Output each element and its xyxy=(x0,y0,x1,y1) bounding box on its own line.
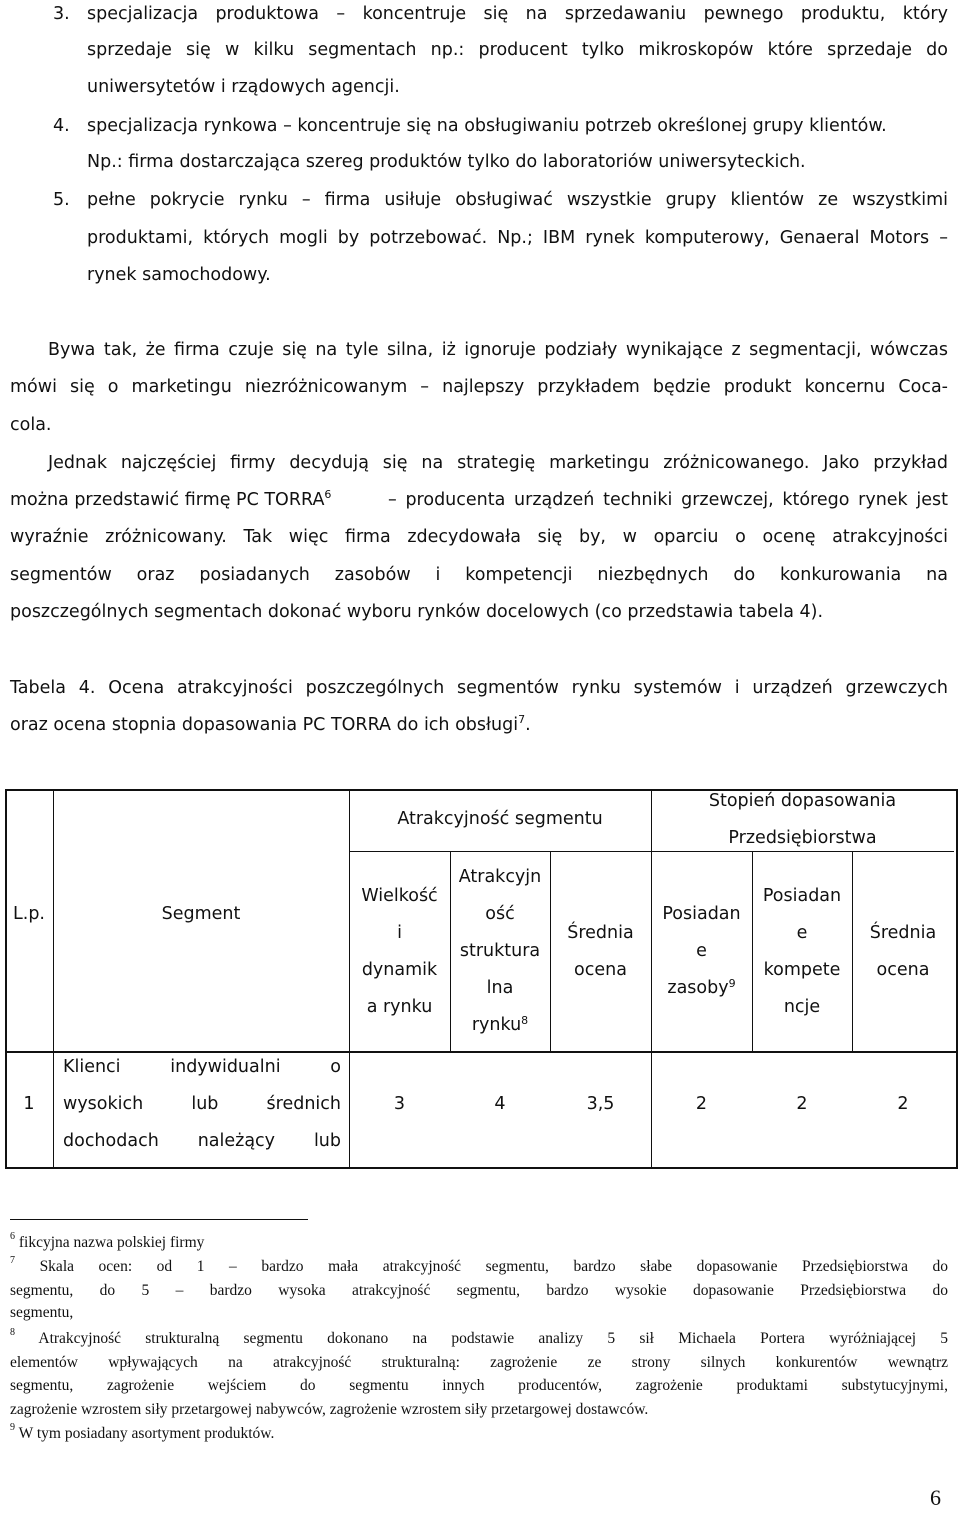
header-line: dynamik xyxy=(361,960,438,980)
footnote-ref: 7 xyxy=(518,713,526,726)
header-line: Atrakcyjn xyxy=(458,867,542,887)
segment-word: średnich xyxy=(266,1094,341,1114)
column-line xyxy=(53,789,54,1167)
footnote-text: Skala ocen: od 1 – bardzo mała atrakcyjność segmentu, bardzo słabe dopasowanie Przedsiębiorstwa do xyxy=(39,1258,949,1275)
cell-resources: 2 xyxy=(695,1094,708,1114)
footnote-line: segmentu, xyxy=(10,1304,74,1321)
paragraph-line: Jednak najczęściej firmy decydują się na strategię marketingu zróżnicowanego. Jako przykład xyxy=(48,453,948,473)
list-text: Np.: firma dostarczająca szereg produktów tylko do laboratoriów uniwersyteckich. xyxy=(87,152,806,172)
header-line: struktura xyxy=(459,941,541,961)
segment-word: Klienci xyxy=(63,1057,121,1077)
footnote-8 xyxy=(10,1328,948,1350)
footnote-9 xyxy=(10,1423,274,1445)
segment-word: dochodach xyxy=(63,1131,159,1151)
segment-word: wysokich xyxy=(63,1094,144,1114)
list-text: pełne pokrycie rynku – firma usiłuje obsługiwać wszystkie grupy klientów ze wszystkimi xyxy=(87,190,948,210)
footnote-7 xyxy=(10,1256,948,1278)
footnote-line: segmentu, do 5 – bardzo wysoka atrakcyjność segmentu, bardzo wysokie dopasowanie Przedsiębiorstwa do xyxy=(10,1282,948,1299)
list-number: 3. xyxy=(53,4,70,24)
header-line: Wielkość xyxy=(361,886,438,906)
list-text: specjalizacja rynkowa – koncentruje się na obsługiwaniu potrzeb określonej grupy klientów. xyxy=(87,116,887,136)
header-line: ocena xyxy=(876,960,930,980)
list-number: 5. xyxy=(53,190,70,210)
paragraph-line xyxy=(10,488,331,512)
segment-word: o xyxy=(330,1057,341,1077)
header-line: Posiadan xyxy=(662,904,741,924)
footnote-line: elementów wpływających na atrakcyjność strukturalną: zagrożenie ze strony silnych konkurentów wewnątrz xyxy=(10,1354,948,1371)
caption-text: . xyxy=(525,715,531,735)
header-line: ocena xyxy=(574,960,627,980)
list-text: uniwersytetów i rządowych agencji. xyxy=(87,77,400,97)
footnote-ref: 6 xyxy=(324,488,332,501)
footnote-text: Atrakcyjność strukturalną segmentu dokonano na podstawie analizy 5 sił Michaela Portera wyróżniającej 5 xyxy=(38,1330,948,1347)
group-header-fit: Przedsiębiorstwa xyxy=(728,828,877,848)
caption-line xyxy=(10,713,531,737)
footnote-6 xyxy=(10,1232,204,1254)
segment-line xyxy=(63,1123,341,1160)
header-line: e xyxy=(796,923,808,943)
footnote-number: 8 xyxy=(10,1327,15,1338)
header-line: a rynku xyxy=(366,997,433,1017)
segment-word: należący xyxy=(197,1131,276,1151)
paragraph-line: cola. xyxy=(10,415,52,435)
header-line: ncje xyxy=(783,997,821,1017)
footnote-number: 6 xyxy=(10,1231,15,1242)
cell-lp: 1 xyxy=(23,1094,35,1114)
footnote-number: 7 xyxy=(10,1255,15,1266)
header-line: i xyxy=(397,923,402,943)
footnote-line: segmentu, zagrożenie wejściem do segmentu innych producentów, zagrożenie produktami substytucyjnymi, xyxy=(10,1377,948,1394)
header-line xyxy=(450,1007,550,1044)
cell-average-2: 2 xyxy=(897,1094,909,1114)
paragraph-line: poszczególnych segmentach dokonać wyboru rynków docelowych (co przedstawia tabela 4). xyxy=(10,602,824,622)
group-header-attractiveness: Atrakcyjność segmentu xyxy=(397,809,603,829)
footnote-text: fikcyjna nazwa polskiej firmy xyxy=(18,1234,205,1251)
segment-word: lub xyxy=(313,1131,341,1151)
header-line: lna xyxy=(486,978,514,998)
segment-line xyxy=(63,1086,341,1123)
footnote-ref: 9 xyxy=(728,977,736,990)
header-line: ość xyxy=(485,904,515,924)
header-text: rynku xyxy=(471,1015,522,1035)
list-number: 4. xyxy=(53,116,70,136)
header-line: Średnia xyxy=(869,923,937,943)
page-number: 6 xyxy=(930,1485,941,1510)
paragraph-line: – producenta urządzeń techniki grzewczej, którego rynek jest xyxy=(388,490,948,510)
group-header-fit: Stopień dopasowania xyxy=(708,791,897,811)
cell-structural: 4 xyxy=(494,1094,506,1114)
footnote-ref: 8 xyxy=(521,1014,529,1027)
cell-segment xyxy=(63,1049,341,1160)
paragraph-line: mówi się o marketingu niezróżnicowanym – najlepszy przykładem będzie produkt koncernu Coca- xyxy=(10,377,948,397)
segment-line xyxy=(63,1049,341,1086)
column-header-lp: L.p. xyxy=(13,904,45,924)
footnote-text: W tym posiadany asortyment produktów. xyxy=(18,1425,275,1442)
segment-word: lub xyxy=(191,1094,219,1114)
footnote-line: zagrożenie wzrostem siły przetargowej nabywców, zagrożenie wzrostem siły przetargowej dostawców. xyxy=(10,1401,649,1418)
list-text: produktami, których mogli by potrzebować. Np.; IBM rynek komputerowy, Genaeral Motors – xyxy=(87,228,948,248)
header-line: kompete xyxy=(763,960,841,980)
segment-word: indywidualni xyxy=(170,1057,281,1077)
header-line: e xyxy=(696,941,707,961)
paragraph-text: można przedstawić firmę PC TORRA xyxy=(10,490,325,510)
paragraph-line: wyraźnie zróżnicowany. Tak więc firma zdecydowała się by, w oparciu o ocenę atrakcyjności xyxy=(10,527,948,547)
paragraph-line: segmentów oraz posiadanych zasobów i kompetencji niezbędnych do konkurowania na xyxy=(10,565,948,585)
header-line: Średnia xyxy=(567,923,634,943)
cell-average-1: 3,5 xyxy=(586,1094,615,1114)
list-text: specjalizacja produktowa – koncentruje się na sprzedawaniu pewnego produktu, który xyxy=(87,4,948,24)
caption-line: Tabela 4. Ocena atrakcyjności poszczególnych segmentów rynku systemów i urządzeń grzewczych xyxy=(10,678,948,698)
footnote-number: 9 xyxy=(10,1422,15,1433)
list-text: rynek samochodowy. xyxy=(87,265,271,285)
header-line: Posiadan xyxy=(762,886,842,906)
footnote-separator xyxy=(10,1219,308,1220)
list-text: sprzedaje się w kilku segmentach np.: producent tylko mikroskopów które sprzedaje do xyxy=(87,40,948,60)
paragraph-line: Bywa tak, że firma czuje się na tyle silna, iż ignoruje podziały wynikające z segmentacji, wówczas xyxy=(48,340,948,360)
column-header-segment: Segment xyxy=(161,904,241,924)
header-text: zasoby xyxy=(667,978,729,998)
cell-competences: 2 xyxy=(796,1094,808,1114)
segment-table xyxy=(5,789,956,1167)
cell-size: 3 xyxy=(393,1094,406,1114)
caption-text: oraz ocena stopnia dopasowania PC TORRA do ich obsługi xyxy=(10,715,519,735)
header-line xyxy=(651,970,752,1007)
